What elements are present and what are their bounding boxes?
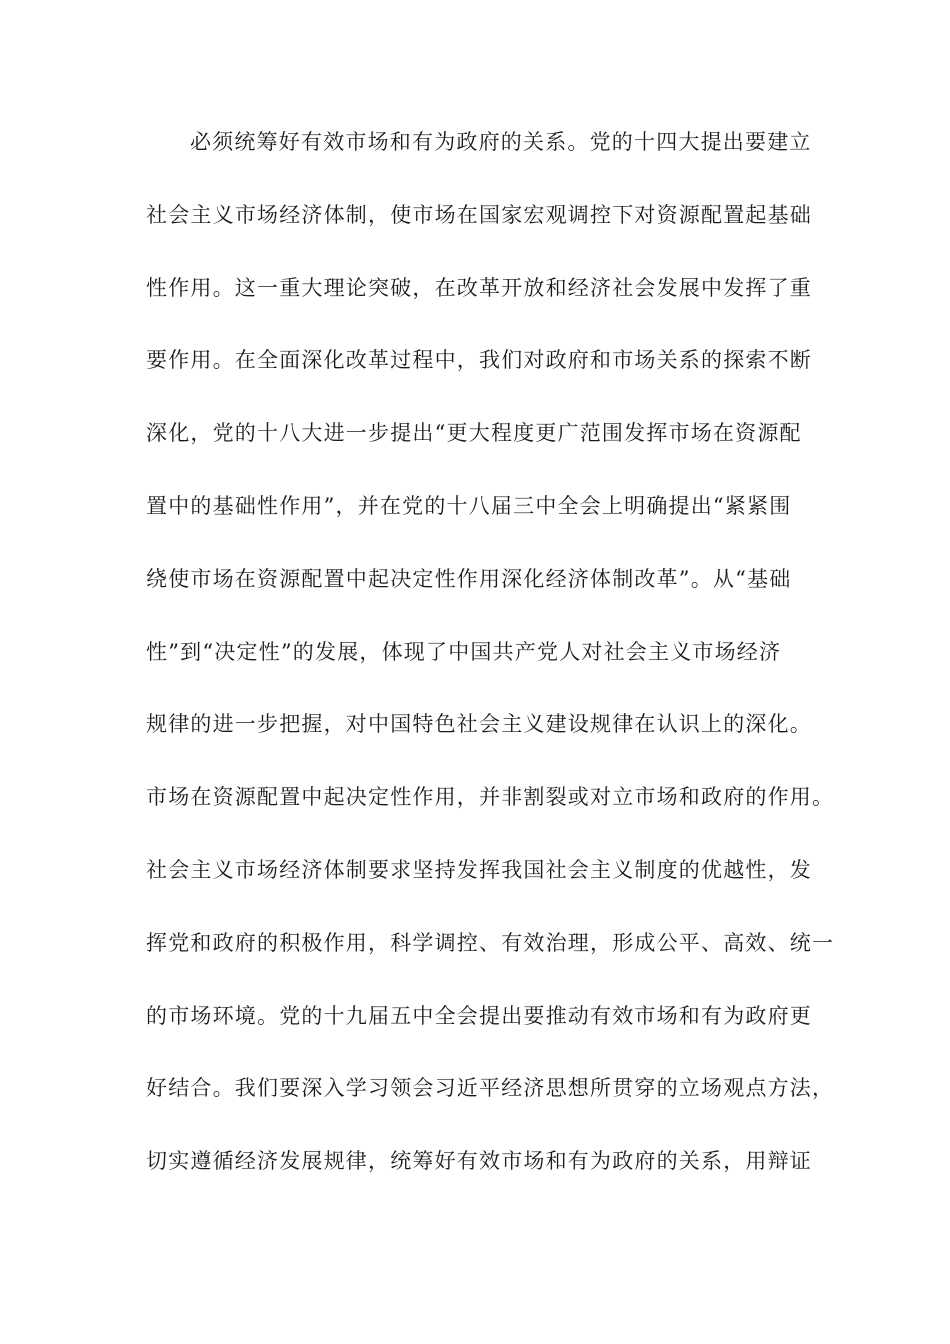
text-line: 要作用。在全面深化改革过程中，我们对政府和市场关系的探索不断 — [146, 348, 812, 373]
text-line: 社会主义市场经济体制要求坚持发挥我国社会主义制度的优越性，发 — [146, 857, 812, 882]
text-line: 深化，党的十八大进一步提出“更大程度更广范围发挥市场在资源配 — [146, 421, 802, 446]
body-paragraph — [146, 124, 835, 1216]
text-line: 性”到“决定性”的发展，体现了中国共产党人对社会主义市场经济 — [146, 639, 782, 664]
text-line: 置中的基础性作用”，并在党的十八届三中全会上明确提出“紧紧围 — [146, 493, 792, 518]
text-line: 规律的进一步把握，对中国特色社会主义建设规律在认识上的深化。 — [146, 712, 812, 737]
text-line: 的市场环境。党的十九届五中全会提出要推动有效市场和有为政府更 — [146, 1003, 812, 1028]
text-line: 挥党和政府的积极作用，科学调控、有效治理，形成公平、高效、统一 — [146, 930, 835, 955]
text-line: 绕使市场在资源配置中起决定性作用深化经济体制改革”。从“基础 — [146, 566, 792, 591]
text-line: 市场在资源配置中起决定性作用，并非割裂或对立市场和政府的作用。 — [146, 785, 835, 810]
text-line: 好结合。我们要深入学习领会习近平经济思想所贯穿的立场观点方法， — [146, 1076, 835, 1101]
text-line: 性作用。这一重大理论突破，在改革开放和经济社会发展中发挥了重 — [146, 275, 812, 300]
text-line: 社会主义市场经济体制，使市场在国家宏观调控下对资源配置起基础 — [146, 202, 812, 227]
text-line: 切实遵循经济发展规律，统筹好有效市场和有为政府的关系，用辩证 — [146, 1149, 812, 1174]
text-line: 必须统筹好有效市场和有为政府的关系。党的十四大提出要建立 — [190, 130, 812, 154]
